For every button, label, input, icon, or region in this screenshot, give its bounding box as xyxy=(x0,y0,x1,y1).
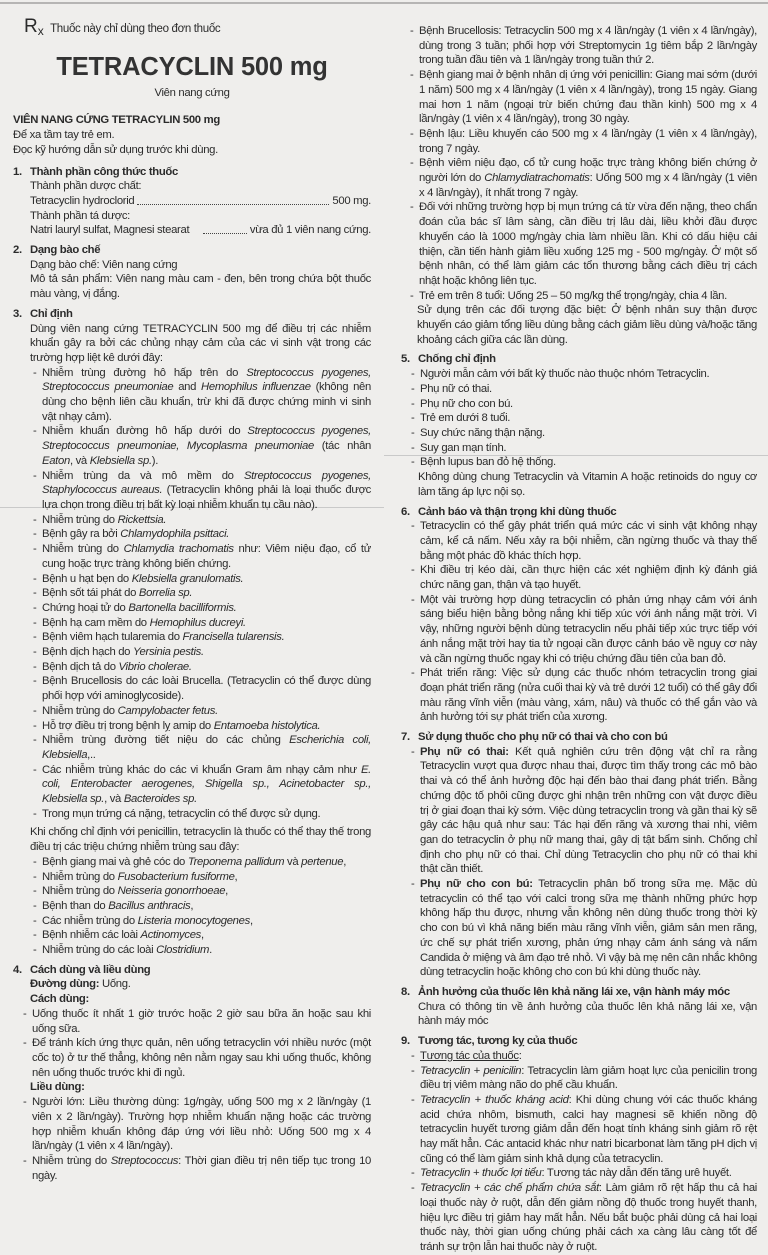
bullet-dash-icon: - xyxy=(411,412,415,425)
prescription-note xyxy=(24,16,371,38)
active-ingredient-row xyxy=(30,194,371,209)
italic-text: Fusobacterium fusiforme xyxy=(117,870,235,883)
bullet-dash-icon: - xyxy=(411,564,415,577)
alternative-intro: Khi chống chỉ định với penicillin, tetracyclin là thuốc có thể thay thế trong điều trị các triệu chứng nhiễm trùng sau đây: xyxy=(30,826,371,854)
excipient-amount: vừa đủ 1 viên nang cứng. xyxy=(249,224,371,237)
italic-text: pertenue xyxy=(301,855,344,868)
bullet-dash-icon: - xyxy=(33,601,37,614)
bullet-dash-icon: - xyxy=(23,1154,27,1167)
active-name: Tetracyclin hydroclorid xyxy=(30,194,135,207)
list-item-text: Tương tác của thuốc: xyxy=(420,1049,522,1062)
bullet-dash-icon: - xyxy=(33,763,37,776)
bullet-dash-icon: - xyxy=(410,127,414,140)
italic-text: Bacillus anthracis xyxy=(108,899,191,912)
interactions-list xyxy=(408,1049,757,1255)
italic-text: Neisseria gonorrhoeae xyxy=(117,885,226,898)
list-item xyxy=(33,763,371,807)
list-item xyxy=(33,572,371,587)
list-item xyxy=(33,527,371,542)
italic-text: Francisella tularensis. xyxy=(182,631,285,644)
list-item-text: Các nhiễm trùng khác do các vi khuẩn Gram âm nhạy cảm như E. coli, Enterobacter aerogenes, Shigella sp., Acinetobacter sp., Klebsiella sp., và Bacteroides sp. xyxy=(42,763,371,806)
section-driving xyxy=(401,985,757,1029)
bullet-dash-icon: - xyxy=(33,513,37,526)
list-item xyxy=(411,519,757,563)
bullet-dash-icon: - xyxy=(33,528,37,541)
rx-icon: R xyxy=(24,16,38,37)
italic-text: Borrelia sp. xyxy=(138,587,193,600)
excipient-row xyxy=(30,223,371,238)
list-item-text: Chứng hoại tử do Bartonella bacilliformis. xyxy=(42,601,237,614)
list-item-text: Tetracyclin + thuốc kháng acid: Khi dùng chung với các thuốc kháng acid chứa nhôm, bismuth, calci hay magnesi sẽ khiến nồng độ tetracyclin huyết tương giảm dẫn đến hoạt tính kháng sinh giảm rõ rệt hay mất hẳn. Các antacid khác như natri bicarbonat làm tăng pH dịch vị cũng có thể làm giảm sinh khả dụng của tetracyclin. xyxy=(420,1093,757,1165)
list-item-text: Khi điều trị kéo dài, cần thực hiện các xét nghiệm định kỳ đánh giá chức năng gan, thận và tạo huyết. xyxy=(420,564,757,592)
contraindication-note: Không dùng chung Tetracyclin và Vitamin A hoặc retinoids do nguy cơ làm tăng áp lực nội sọ. xyxy=(418,471,757,498)
list-item-text: Trẻ em trên 8 tuổi: Uống 25 – 50 mg/kg thể trọng/ngày, chia 4 lần. xyxy=(419,289,727,302)
section-number: 6. xyxy=(401,505,410,518)
list-item xyxy=(411,1181,757,1255)
italic-text: Chlamydiatrachomatis xyxy=(484,172,590,185)
list-item-text: Nhiễm trùng do Campylobacter fetus. xyxy=(42,704,218,717)
bullet-dash-icon: - xyxy=(411,397,415,410)
list-item-text: Bệnh gây ra bởi Chlamydophila psittaci. xyxy=(42,528,230,541)
list-item-text: Bệnh giang mai ở bệnh nhân dị ứng với penicillin: Giang mai sớm (dưới 1 năm) 500 mg x 4 lần/ngày (1 viên x 4 lần/ngày), trong 15 ngày. Giang mai hơn 1 năm (ngoại trừ biến chứng đau thần kinh) 500 mg x 4 lần/ngày (1 viên x 4 lần/ngày), trong 30 ngày. xyxy=(419,69,757,126)
dosage-label: Liều dùng: xyxy=(30,1081,85,1094)
bullet-dash-icon: - xyxy=(33,572,37,585)
list-item xyxy=(33,928,371,943)
list-item xyxy=(23,1095,371,1154)
list-item-text: Tetracyclin + penicilin: Tetracyclin làm giảm hoạt lực của penicilin trong điều trị viêm màng não do phế cầu khuẩn. xyxy=(420,1064,757,1092)
section-interactions xyxy=(401,1034,757,1255)
section-title: Chỉ định xyxy=(30,307,73,320)
active-amount: 500 mg. xyxy=(332,194,371,207)
list-item xyxy=(411,745,757,877)
bullet-dash-icon: - xyxy=(33,631,37,644)
list-item xyxy=(411,411,757,426)
list-item xyxy=(23,1007,371,1036)
italic-text: Vibrio cholerae. xyxy=(118,660,192,673)
list-item-text: Nhiễm trùng do Streptococcus: Thời gian điều trị nên tiếp tục trong 10 ngày. xyxy=(32,1154,371,1182)
bullet-dash-icon: - xyxy=(33,899,37,912)
bullet-dash-icon: - xyxy=(33,543,37,556)
bullet-dash-icon: - xyxy=(33,734,37,747)
excipient-name: Natri lauryl sulfat, Magnesi stearat xyxy=(30,224,190,237)
list-item-text: Bệnh viêm niệu đạo, cổ tử cung hoặc trực tràng không biến chứng ở người lớn do Chlamydiatrachomatis: Uống 500 mg x 4 lần/ngày (1 viên x 4 lần/ngày), ít nhất trong 7 ngày. xyxy=(419,157,758,199)
bullet-dash-icon: - xyxy=(33,855,37,868)
bullet-dash-icon: - xyxy=(411,426,415,439)
section-administration xyxy=(13,963,371,1184)
page-edge-line xyxy=(0,2,768,4)
bullet-dash-icon: - xyxy=(411,382,415,395)
list-item-text: Nhiễm trùng do Chlamydia trachomatis như: Viêm niệu đạo, cổ tử cung hoặc trực tràng không biến chứng. xyxy=(42,543,371,570)
list-item xyxy=(33,660,371,675)
list-item-text: Nhiễm trùng do các loài Clostridium. xyxy=(42,944,212,957)
subtitle: Viên nang cứng xyxy=(154,86,230,99)
list-item xyxy=(33,469,371,513)
bullet-dash-icon: - xyxy=(410,69,414,82)
list-item-text: Phát triển răng: Việc sử dụng các thuốc nhóm tetracyclin trong giai đoạn phát triển răng (nửa cuối thai kỳ và trẻ dưới 12 tuổi) có thể gây đổi màu răng vĩnh viễn (màu vàng, xám, nâu) và thuốc có thể gắn vào và ảnh hưởng tới sự phát triển của xương. xyxy=(420,667,757,724)
italic-text: Chlamydophila psittaci. xyxy=(120,528,230,541)
list-item xyxy=(410,24,757,68)
italic-text: Escherichia coli, Klebsiella xyxy=(42,734,372,761)
italic-text: Streptococcus pyogenes, Streptococcus pneumoniae xyxy=(42,366,371,394)
section-pregnancy xyxy=(401,730,757,980)
bullet-dash-icon: - xyxy=(411,456,415,469)
list-item xyxy=(33,807,371,822)
section-title: Sử dụng thuốc cho phụ nữ có thai và cho con bú xyxy=(418,731,668,744)
list-item-text: Bệnh Brucellosis do các loài Brucella. (Tetracyclin có thể được dùng phối hợp với aminoglycoside). xyxy=(42,675,371,703)
section-indications xyxy=(13,307,371,958)
section-title: Ảnh hưởng của thuốc lên khả năng lái xe, vận hành máy móc xyxy=(418,986,730,998)
list-item xyxy=(33,870,371,885)
list-item-text: Người mẫn cảm với bất kỳ thuốc nào thuộc nhóm Tetracyclin. xyxy=(420,368,710,381)
list-item xyxy=(33,719,371,734)
active-label: Thành phần dược chất: xyxy=(30,180,142,193)
list-item-text: Phụ nữ cho con bú. xyxy=(420,397,513,410)
bullet-dash-icon: - xyxy=(411,1167,415,1180)
list-item xyxy=(411,367,757,382)
list-item-text: Suy chức năng thận nặng. xyxy=(420,426,545,439)
usage-label: Cách dùng: xyxy=(30,993,89,1006)
list-item xyxy=(411,1093,757,1167)
italic-text: Actinomyces xyxy=(140,929,202,942)
list-item-text: Bệnh lupus ban đỏ hệ thống. xyxy=(420,456,556,469)
italic-text: Tetracyclin + các chế phẩm chứa sắt xyxy=(420,1182,599,1195)
bullet-dash-icon: - xyxy=(33,366,37,379)
list-item-text: Bệnh dịch hạch do Yersinia pestis. xyxy=(42,646,204,659)
list-item-text: Bệnh hạ cam mềm do Hemophilus ducreyi. xyxy=(42,616,246,629)
list-item-text: Để tránh kích ứng thực quản, nên uống tetracyclin với nhiều nước (một cốc to) ở tư thế thẳng, không nên nằm ngay sau khi uống thuốc, không nên uống thuốc trước khi đi ngủ. xyxy=(32,1037,371,1079)
list-item-text: Bệnh lậu: Liều khuyến cáo 500 mg x 4 lần/ngày (1 viên x 4 lần/ngày), trong 7 ngày. xyxy=(419,127,757,155)
italic-text: Bacteroides sp. xyxy=(123,793,197,806)
italic-text: Streptococcus pyogenes, Streptococcus pneumoniae, Mycoplasma pneumoniae xyxy=(42,425,371,453)
dosage-form: Dạng bào chế: Viên nang cứng xyxy=(30,258,178,271)
list-item xyxy=(411,441,757,456)
driving-text: Chưa có thông tin về ảnh hưởng của thuốc lên khả năng lái xe, vận hành máy móc xyxy=(418,1000,757,1028)
dotted-leader xyxy=(203,223,247,234)
list-item xyxy=(33,616,371,631)
list-item xyxy=(33,630,371,645)
list-item-text: Tetracyclin + thuốc lợi tiểu: Tương tác này dẫn đến tăng urê huyết. xyxy=(420,1167,732,1180)
list-item-text: Tetracyclin + các chế phẩm chứa sắt: Làm giảm rõ rệt hấp thu cả hai loại thuốc này ở ruột, dẫn đến giảm nồng độ thuốc trong huyết thanh, hiệu lực điều trị giảm hay mất hẳn. Nếu bắt buộc phải dùng cả hai loại thuốc này, thời gian uống chúng phải cách xa càng lâu càng tốt để tránh sự trộn lẫn hai thuốc này ở ruột. xyxy=(420,1182,757,1253)
warning-children: Để xa tầm tay trẻ em. xyxy=(13,129,115,142)
list-item xyxy=(33,645,371,660)
bullet-dash-icon: - xyxy=(411,368,415,381)
list-item xyxy=(411,382,757,397)
bold-label: Phụ nữ có thai: xyxy=(420,745,509,758)
list-item xyxy=(411,1049,757,1064)
dosage-list xyxy=(20,1095,371,1183)
list-item xyxy=(33,884,371,899)
list-item xyxy=(411,563,757,592)
list-item-text: Bệnh dịch tả do Vibrio cholerae. xyxy=(42,660,192,673)
italic-text: Tetracyclin + penicilin xyxy=(420,1064,522,1077)
italic-text: Klebsiella granulomatis. xyxy=(131,572,244,585)
section-title: Cách dùng và liều dùng xyxy=(30,963,151,976)
underlined-heading: Tương tác của thuốc xyxy=(420,1049,519,1062)
list-item xyxy=(33,733,371,762)
bold-label: Phụ nữ cho con bú: xyxy=(420,878,533,891)
list-item xyxy=(410,68,757,127)
list-item xyxy=(411,455,757,470)
list-item-text: Nhiễm khuẩn đường hô hấp dưới do Streptococcus pyogenes, Streptococcus pneumoniae, Mycoplasma pneumoniae (tác nhân Eaton, và Klebsiella sp.). xyxy=(42,425,371,467)
section-number: 4. xyxy=(13,963,22,976)
list-item-text: Bệnh viêm hạch tularemia do Francisella tularensis. xyxy=(42,631,285,644)
italic-text: Streptococcus xyxy=(110,1154,179,1167)
bullet-dash-icon: - xyxy=(411,441,415,454)
list-item-text: Uống thuốc ít nhất 1 giờ trước hoặc 2 giờ sau bữa ăn hoặc sau khi uống sữa. xyxy=(32,1007,371,1035)
list-item xyxy=(410,127,757,156)
italic-text: Eaton xyxy=(42,454,70,467)
indications-list xyxy=(30,366,371,822)
bullet-dash-icon: - xyxy=(410,201,414,214)
special-populations: Sử dụng trên các đối tượng đặc biệt: Ở bệnh nhân suy thận được khuyến cáo giảm tổng liều dùng bằng cách giảm liều dùng và/hoặc tăng khoảng cách giữa các lần dùng. xyxy=(417,304,757,346)
warnings-list xyxy=(408,519,757,725)
right-column xyxy=(401,24,757,1255)
bullet-dash-icon: - xyxy=(411,1182,415,1195)
list-item xyxy=(33,943,371,958)
indications-intro: Dùng viên nang cứng TETRACYCLIN 500 mg để điều trị các nhiễm khuẩn gây ra bởi các chủng nhạy cảm của các vi sinh vật trong các trường hợp liệt kê dưới đây: xyxy=(30,322,371,364)
bullet-dash-icon: - xyxy=(410,25,414,37)
italic-text: Klebsiella sp. xyxy=(89,454,152,467)
bullet-dash-icon: - xyxy=(33,616,37,629)
list-item-text: Đối với những trường hợp bị mụn trứng cá từ vừa đến nặng, theo chẩn đoán của bác sĩ lâm sàng, cần điều trị lâu dài, liều khởi đầu được khuyến cáo là 1000 mg/ngày chia làm nhiều lần. Khi có dấu hiệu cải thiện, cần tiến hành giảm liều xuống 125 mg - 500 mg/ngày. Ở một số bệnh nhân, có thể làm giảm các tổn thương bằng cách điều trị cách nhật hoặc không liên tục. xyxy=(419,201,757,287)
bullet-dash-icon: - xyxy=(411,667,415,680)
list-item-text: Phụ nữ cho con bú: Tetracyclin phân bố trong sữa mẹ. Mặc dù tetracyclin có thể tạo với calci trong sữa mẹ thành những phức hợp không hấp thu được, nhưng vẫn không nên dùng thuốc trong thời kỳ cho con bú vì khả năng biến màu răng vĩnh viễn, giảm sản men răng, ức chế sự phát triển xương, phản ứng nhạy cảm ánh sáng và nấm Candida ở miệng và âm đạo trẻ nhỏ. Vì vậy bà mẹ nên cân nhắc không dùng tetracyclin hoặc không cho con bú khi dùng thuốc này. xyxy=(420,878,757,979)
list-item xyxy=(23,1154,371,1183)
list-item xyxy=(33,586,371,601)
bullet-dash-icon: - xyxy=(411,593,415,606)
bullet-dash-icon: - xyxy=(33,587,37,600)
route xyxy=(30,977,371,992)
bullet-dash-icon: - xyxy=(411,1064,415,1077)
italic-text: E. coli, Enterobacter aerogenes, Shigella sp., Acinetobacter sp., Klebsiella sp. xyxy=(42,763,371,806)
section-title: Thành phần công thức thuốc xyxy=(30,165,178,178)
list-item xyxy=(33,704,371,719)
pregnancy-list xyxy=(408,745,757,980)
italic-text: Treponema pallidum xyxy=(187,855,285,868)
list-item-text: Bệnh Brucellosis: Tetracyclin 500 mg x 4 lần/ngày (1 viên x 4 lần/ngày), dùng trong 3 tuần; phối hợp với Streptomycin 1g tiêm bắp 2 lần/ngày trong tuần đầu tiên và 1 lần/ngày trong tuần thứ 2. xyxy=(419,25,757,67)
list-item xyxy=(411,1166,757,1181)
list-item xyxy=(23,1036,371,1080)
italic-text: Streptococcus pyogenes, Staphylococcus aureaus. xyxy=(42,469,371,497)
list-item-text: Hỗ trợ điều trị trong bệnh lỵ amip do Entamoeba histolytica. xyxy=(42,719,321,732)
rx-icon-sub: x xyxy=(37,24,44,38)
list-item-text: Nhiễm trùng đường hô hấp trên do Streptococcus pyogenes, Streptococcus pneumoniae and Hemophilus influenzae (không nên dùng cho bệnh liên cầu khuẩn, trừ khi đã được chứng minh vi sinh vật nhạy cảm). xyxy=(42,366,371,423)
route-label: Đường dùng: xyxy=(30,978,100,991)
list-item xyxy=(411,397,757,412)
list-item xyxy=(33,424,371,468)
italic-text: Rickettsia. xyxy=(117,513,167,526)
italic-text: Hemophilus influenzae xyxy=(201,381,311,394)
bullet-dash-icon: - xyxy=(33,944,37,957)
list-item xyxy=(410,156,757,200)
product-description: Mô tả sản phẩm: Viên nang màu cam - đen, bên trong chứa bột thuốc màu vàng, vị đắng. xyxy=(30,273,371,301)
list-item-text: Tetracyclin có thể gây phát triển quá mức các vi sinh vật không nhạy cảm, kể cả nấm. Nếu xảy ra bội nhiễm, cần ngừng thuốc và thay thế bằng một phác đồ khác thích hợp. xyxy=(420,520,757,562)
list-item-text: Bệnh than do Bacillus anthracis, xyxy=(42,899,194,912)
excipient-label: Thành phần tá dược: xyxy=(30,209,130,222)
bullet-dash-icon: - xyxy=(33,807,37,820)
page-title: TETRACYCLIN 500 mg xyxy=(56,52,328,81)
bullet-dash-icon: - xyxy=(411,878,415,891)
bullet-dash-icon: - xyxy=(33,929,37,942)
section-title: Cảnh báo và thận trọng khi dùng thuốc xyxy=(418,505,617,518)
list-item-text: Bệnh sốt tái phát do Borrelia sp. xyxy=(42,587,193,600)
list-item xyxy=(411,426,757,441)
list-item-text: Suy gan mạn tính. xyxy=(420,441,507,454)
alternative-list xyxy=(30,855,371,958)
section-composition xyxy=(13,165,371,239)
list-item-text: Phụ nữ có thai: Kết quả nghiên cứu trên động vật chỉ ra rằng Tetracyclin vượt qua được nhau thai, được tìm thấy trong các mô bào thai và có thể ảnh hưởng độc hại đến bào thai đang phát triển. Bằng chứng độc tố phôi cũng được ghi nhận trên những con vật được điều trị ở giai đoạn thai kỳ sớm. Việc dùng tetracyclin trong và gần thai kỳ sẽ gây các hậu quả như sau: Tác hại đến răng và xương thai nhi, viêm gan do tetracyclin ở phụ nữ mang thai, gây dị tật bẩm sinh. Chống chỉ định cho phụ nữ có thai. Chỉ dùng Tetracyclin cho phụ nữ có thai khi thật cần thiết. xyxy=(420,745,757,876)
italic-text: Entamoeba histolytica. xyxy=(213,719,321,732)
italic-text: Tetracyclin + thuốc lợi tiểu xyxy=(420,1167,542,1180)
section-title: Chống chỉ định xyxy=(418,353,496,366)
italic-text: Tetracyclin + thuốc kháng acid xyxy=(420,1093,569,1106)
bullet-dash-icon: - xyxy=(410,289,414,302)
list-item-text: Nhiễm trùng da và mô mềm do Streptococcus pyogenes, Staphylococcus aureaus. (Tetracyclin không phải là loại thuốc được lựa chọn trong điều trị bất kỳ loại nhiễm khuẩn tụ cầu nào). xyxy=(42,469,371,511)
bullet-dash-icon: - xyxy=(23,1007,27,1020)
list-item-text: Một vài trường hợp dùng tetracyclin có phản ứng nhạy cảm với ánh sáng biểu hiện bằng bỏng nắng khi tiếp xúc với ánh nắng mặt trời. Vì vậy, những người bệnh dùng tetracyclin nếu phải tiếp xúc trực tiếp với ánh nắng mặt trời hay tia tử ngoại cần được cảnh báo về nguy cơ này và cần ngừng thuốc ngay khi có triệu chứng đầu tiên của ban đỏ. xyxy=(420,593,757,665)
section-number: 8. xyxy=(401,986,410,998)
bullet-dash-icon: - xyxy=(23,1037,27,1050)
section-number: 5. xyxy=(401,353,410,366)
italic-text: Yersinia pestis. xyxy=(132,646,204,659)
bullet-dash-icon: - xyxy=(33,675,37,688)
bullet-dash-icon: - xyxy=(33,914,37,927)
list-item-text: Các nhiễm trùng do Listeria monocytogenes, xyxy=(42,914,253,927)
section-warnings xyxy=(401,505,757,726)
section-number: 9. xyxy=(401,1035,410,1048)
list-item xyxy=(33,366,371,425)
bullet-dash-icon: - xyxy=(23,1096,27,1109)
list-item xyxy=(33,855,371,870)
bullet-dash-icon: - xyxy=(33,646,37,659)
italic-text: Chlamydia trachomatis xyxy=(123,543,234,556)
section-title: Dạng bào chế xyxy=(30,244,101,257)
list-item-text: Bệnh giang mai và ghẻ cóc do Treponema pallidum và pertenue, xyxy=(42,855,347,868)
list-item-text: Bệnh nhiễm các loài Actinomyces, xyxy=(42,929,204,942)
list-item-text: Nhiễm trùng do Neisseria gonorrhoeae, xyxy=(42,885,228,898)
route-value: Uống. xyxy=(99,978,131,991)
list-item-text: Phụ nữ có thai. xyxy=(420,382,492,395)
bullet-dash-icon: - xyxy=(410,157,414,170)
section-number: 2. xyxy=(13,244,22,257)
list-item-text: Nhiễm trùng do Fusobacterium fusiforme, xyxy=(42,870,238,883)
bullet-dash-icon: - xyxy=(33,660,37,673)
list-item xyxy=(410,200,757,288)
section-number: 1. xyxy=(13,165,22,178)
list-item xyxy=(33,542,371,571)
product-heading: VIÊN NANG CỨNG TETRACYLIN 500 mg xyxy=(13,114,220,127)
list-item xyxy=(33,601,371,616)
italic-text: Clostridium xyxy=(156,944,210,957)
section-number: 7. xyxy=(401,731,410,744)
section-contraindications xyxy=(401,352,757,499)
prescription-text: Thuốc này chỉ dùng theo đơn thuốc xyxy=(50,23,221,35)
dotted-leader xyxy=(137,194,329,205)
list-item-text: Nhiễm trùng đường tiết niệu do các chủng Escherichia coli, Klebsiella,.. xyxy=(42,734,372,761)
italic-text: Bartonella bacilliformis. xyxy=(128,601,237,614)
list-item xyxy=(410,289,757,304)
bullet-dash-icon: - xyxy=(411,1093,415,1106)
bullet-dash-icon: - xyxy=(411,745,415,758)
list-item xyxy=(411,666,757,725)
bullet-dash-icon: - xyxy=(33,704,37,717)
bullet-dash-icon: - xyxy=(33,425,37,438)
bullet-dash-icon: - xyxy=(411,520,415,533)
list-item xyxy=(33,513,371,528)
list-item xyxy=(33,914,371,929)
list-item xyxy=(411,1064,757,1093)
list-item-text: Người lớn: Liều thường dùng: 1g/ngày, uống 500 mg x 2 lần/ngày (1 viên x 2 lần/ngày). Trường hợp nhiễm khuẩn nặng hoặc các trường hợp nhiễm khuẩn không đáp ứng với liều nhỏ: Uống 500 mg x 4 lần/ngày (1 viên x 4 lần/ngày). xyxy=(32,1096,371,1153)
list-item-text: Bệnh u hạt bẹn do Klebsiella granulomatis. xyxy=(42,572,244,585)
bullet-dash-icon: - xyxy=(33,885,37,898)
list-item xyxy=(33,674,371,703)
list-item xyxy=(411,877,757,980)
italic-text: Hemophilus ducreyi. xyxy=(149,616,246,629)
italic-text: Listeria monocytogenes xyxy=(137,914,250,927)
list-item-text: Trẻ em dưới 8 tuổi. xyxy=(420,412,511,425)
section-title: Tương tác, tương kỵ của thuốc xyxy=(418,1035,578,1048)
bullet-dash-icon: - xyxy=(33,469,37,482)
section-dosage-form xyxy=(13,243,371,302)
contraindications-list xyxy=(408,367,757,470)
italic-text: Campylobacter fetus. xyxy=(117,704,218,717)
section-number: 3. xyxy=(13,307,22,320)
bullet-dash-icon: - xyxy=(411,1049,415,1062)
list-item-text: Nhiễm trùng do Rickettsia. xyxy=(42,513,167,526)
usage-list xyxy=(20,1007,371,1081)
list-item-text: Trong mụn trứng cá nặng, tetracyclin có thể được sử dụng. xyxy=(42,807,321,820)
list-item xyxy=(33,899,371,914)
bullet-dash-icon: - xyxy=(33,870,37,883)
read-instructions: Đọc kỹ hướng dẫn sử dụng trước khi dùng. xyxy=(13,143,218,156)
list-item xyxy=(411,593,757,667)
left-column xyxy=(13,14,371,1183)
bullet-dash-icon: - xyxy=(33,719,37,732)
dosage-list-continued xyxy=(407,24,757,303)
